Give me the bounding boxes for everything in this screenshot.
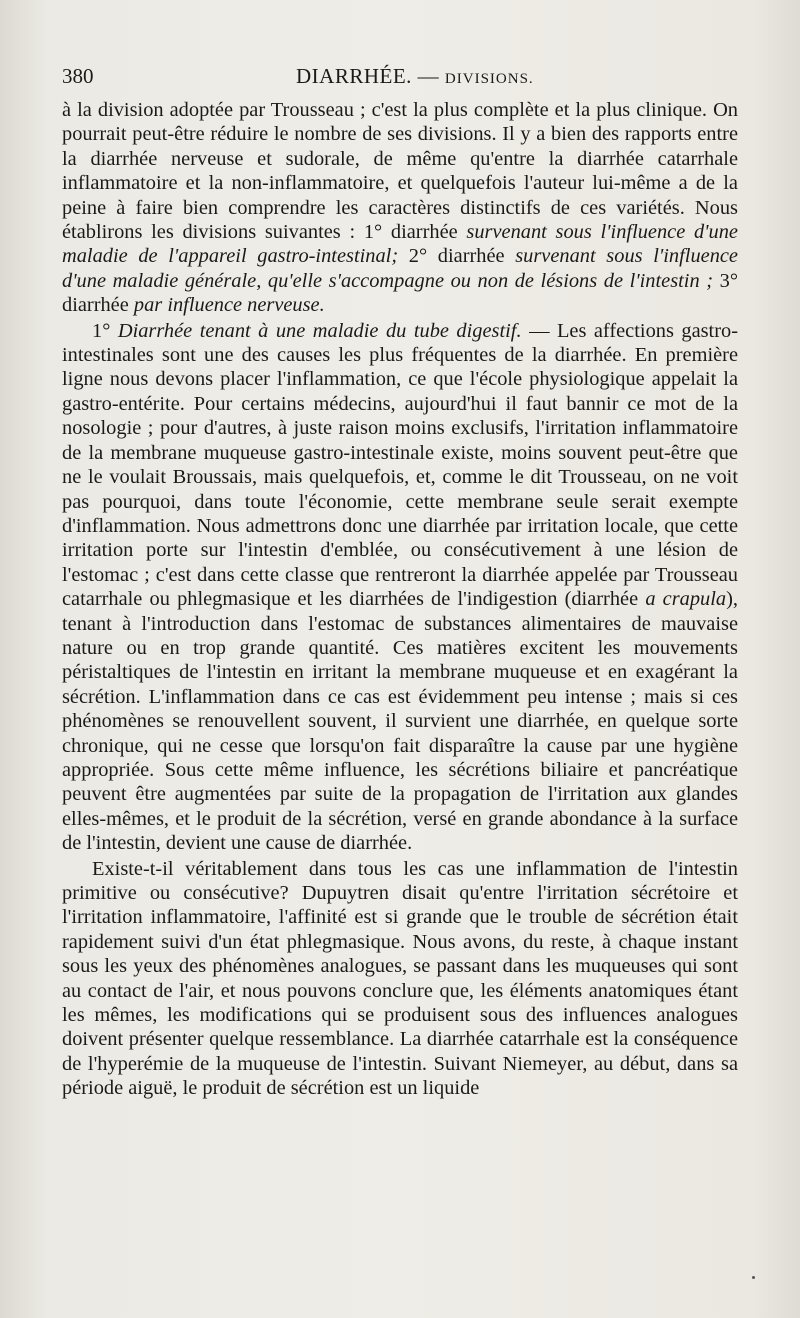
italic-text: a crapula	[645, 588, 727, 611]
text-segment: — Les affections gastro-intestinales sont une des causes les plus fréquentes de la diarrhée. En première ligne nous devons placer l'inflammation, ce que l'école physiologique appelait la gastro-entérite. Pour certains médecins, aujourd'hui il faut bannir ce mot de la nosologie ; pour d'autres, à juste raison moins exclusifs, l'irritation inflammatoire de la membrane muqueuse gastro-intestinale existe, moins souvent peut-être que ne le voulait Broussais, mais quelquefois, et, comme le dit Trousseau, on ne voit pas pourquoi, dans toute l'économie, cette membrane seule serait exempte d'inflammation. Nous admettrons donc une diarrhée par irritation locale, que cette irritation porte sur l'intestin d'emblée, ou consécutivement à une lésion de l'estomac ; c'est dans cette classe que rentreront la diarrhée appelée par Trousseau catarrhale ou phlegmasique et les diarrhées de l'indigestion (diarrhée	[62, 319, 738, 611]
running-title: DIARRHÉE.	[296, 64, 412, 88]
italic-text: survenant sous l'influence d'une maladie de l'appareil gastro-intestinal;	[62, 221, 738, 268]
running-head-separator: —	[417, 64, 440, 88]
print-speck	[752, 1276, 755, 1279]
italic-text: Diarrhée tenant à une maladie du tube digestif.	[117, 319, 522, 342]
paragraph-p1	[62, 98, 738, 318]
text-segment: Existe-t-il véritablement dans tous les cas une inflammation de l'intestin primitive ou consécutive? Dupuytren disait qu'entre l'irritation sécrétoire et l'irritation inflammatoire, l'affinité est si grande que le trouble de sécrétion était rapidement suivi d'un état phlegmasique. Nous avons, du reste, à chaque instant sous les yeux des phénomènes analogues, se passant dans les muqueuses qui sont au contact de l'air, et nous pouvons conclure que, les éléments anatomiques étant les mêmes, les modifications qui se produisent sous des influences analogues doivent présenter quelque ressemblance. La diarrhée catarrhale est la conséquence de l'hyperémie de la muqueuse de l'intestin. Suivant Niemeyer, au début, dans sa période aiguë, le produit de sécrétion est un liquide	[62, 857, 738, 1100]
running-head	[296, 64, 534, 89]
running-section: DIVISIONS.	[444, 71, 534, 87]
text-segment: ), tenant à l'introduction dans l'estomac de substances alimentaires de mauvaise nature ou en trop grande quantité. Ces matières excitent les mouvements péristaltiques de l'intestin en irritant la membrane muqueuse et en exagérant la sécrétion. L'inflammation dans ce cas est évidemment peu intense ; mais si ces phénomènes se renouvellent souvent, il survient une diarrhée, en quelque sorte chronique, qui ne cesse que lorsqu'on fait disparaître la cause par une hygiène appropriée. Sous cette même influence, les sécrétions biliaire et pancréatique peuvent être augmentées par suite de la propagation de l'irritation aux glandes elles-mêmes, et le produit de la sécrétion, versé en grande abondance à la surface de l'intestin, devient une cause de diarrhée.	[62, 588, 738, 855]
page-number: 380	[62, 64, 94, 88]
italic-text: par influence nerveuse.	[133, 294, 325, 317]
paragraph-p3	[62, 857, 738, 1101]
page-header	[62, 64, 736, 92]
text-segment: 3° diarrhée	[62, 269, 738, 317]
text-segment: 1°	[92, 319, 118, 342]
body-text	[62, 98, 738, 1101]
paragraph-p2	[62, 319, 738, 856]
text-segment: 2° diarrhée	[398, 245, 516, 268]
italic-text: survenant sous l'influence d'une maladie générale, qu'elle s'accompagne ou non de lésions de l'intestin ;	[62, 245, 738, 292]
text-segment: à la division adoptée par Trousseau ; c'est la plus complète et la plus clinique. On pourrait peut-être réduire le nombre de ses divisions. Il y a bien des rapports entre la diarrhée nerveuse et sudorale, de même qu'entre la diarrhée catarrhale inflammatoire et la non-inflammatoire, et quelquefois l'auteur lui-même a de la peine à faire bien comprendre les caractères distinctifs de ces variétés. Nous établirons les divisions suivantes : 1° diarrhée	[62, 99, 738, 244]
